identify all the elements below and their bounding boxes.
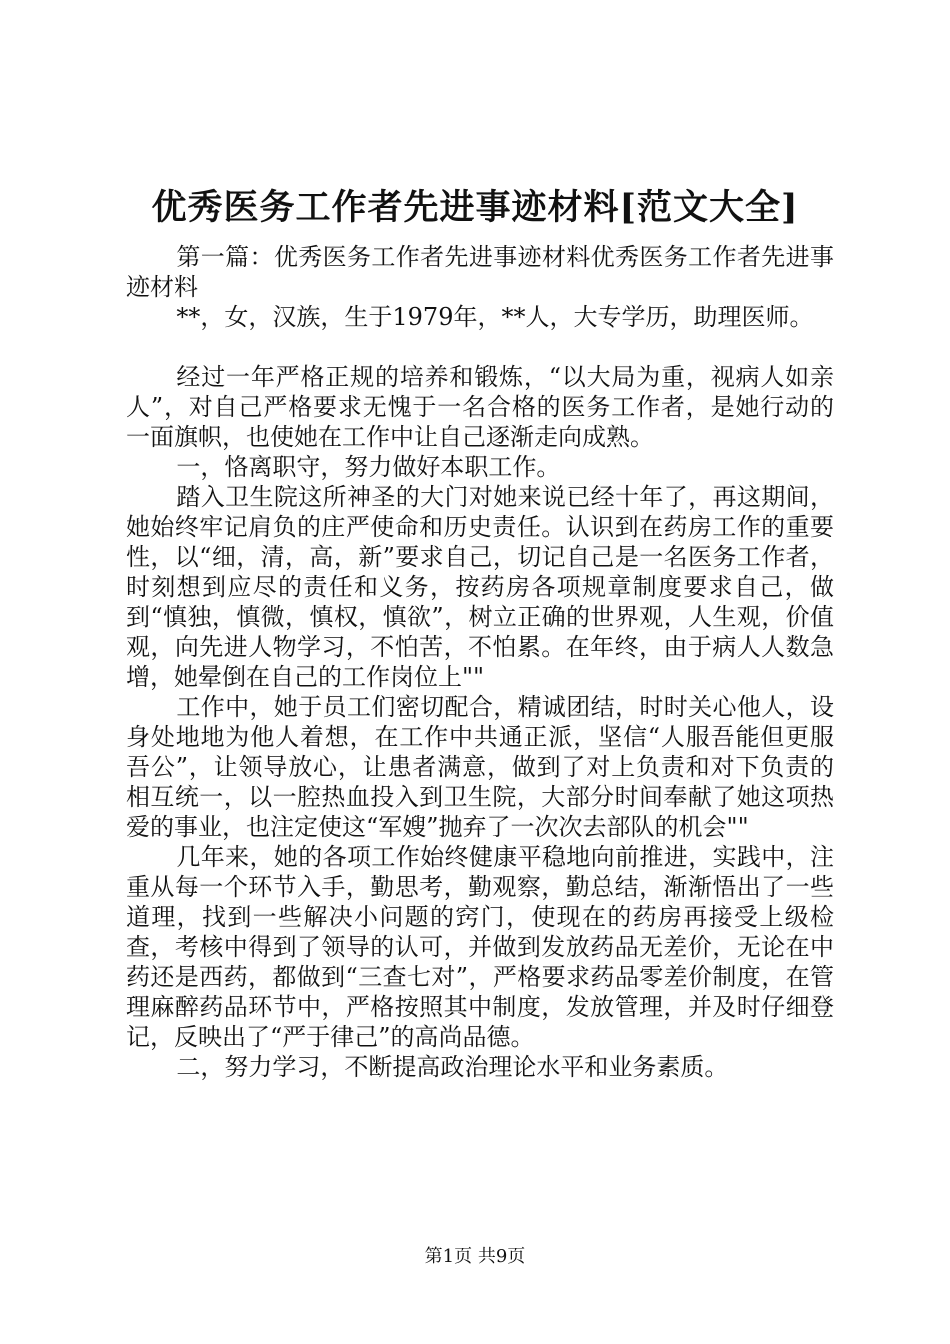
section-heading-1: 一，恪离职守，努力做好本职工作。 (176, 453, 561, 481)
document-body (126, 242, 834, 1082)
section-heading-2: 二，努力学习，不断提高政治理论水平和业务素质。 (176, 1053, 729, 1081)
page-indicator: 第1页 共9页 (424, 1246, 526, 1267)
paragraph-teamwork: 工作中，她于员工们密切配合，精诚团结，时时关心他人，设身处地地为他人着想，在工作中共通正派，坚信“人服吾能但更服吾公”，让领导放心，让患者满意，做到了对上负责和对下负责的相互统一，以一腔热血投入到卫生院，大部分时间奉献了她这项热爱的事业，也注定使这“军嫂”抛弃了一次次去部队的机会"" (126, 693, 834, 841)
paragraph-intro: 经过一年严格正规的培养和锻炼，“以大局为重，视病人如亲人”，对自己严格要求无愧于一名合格的医务工作者，是她行动的一面旗帜，也使她在工作中让自己逐渐走向成熟。 (126, 363, 834, 451)
paragraph-progress: 几年来，她的各项工作始终健康平稳地向前推进，实践中，注重从每一个环节入手，勤思考，勤观察，勤总结，渐渐悟出了一些道理，找到一些解决小问题的窍门，使现在的药房再接受上级检查，考核中得到了领导的认可，并做到发放药品无差价，无论在中药还是西药，都做到“三查七对”，严格要求药品零差价制度，在管理麻醉药品环节中，严格按照其中制度，发放管理，并及时仔细登记，反映出了“严于律己”的高尚品德。 (126, 843, 834, 1051)
paragraph-profile: **，女，汉族，生于1979年，**人，大专学历，助理医师。 (176, 303, 814, 331)
paragraph-heading-first: 第一篇：优秀医务工作者先进事迹材料优秀医务工作者先进事迹材料 (126, 243, 834, 301)
document-title: 优秀医务工作者先进事迹材料[范文大全] (151, 187, 799, 228)
paragraph-dedication: 踏入卫生院这所神圣的大门对她来说已经十年了，再这期间，她始终牢记肩负的庄严使命和历史责任。认识到在药房工作的重要性，以“细，清，高，新”要求自己，切记自己是一名医务工作者，时刻想到应尽的责任和义务，按药房各项规章制度要求自己，做到“慎独，慎微，慎权，慎欲”，树立正确的世界观，人生观，价值观，向先进人物学习，不怕苦，不怕累。在年终，由于病人人数急增，她晕倒在自己的工作岗位上"" (126, 483, 834, 691)
